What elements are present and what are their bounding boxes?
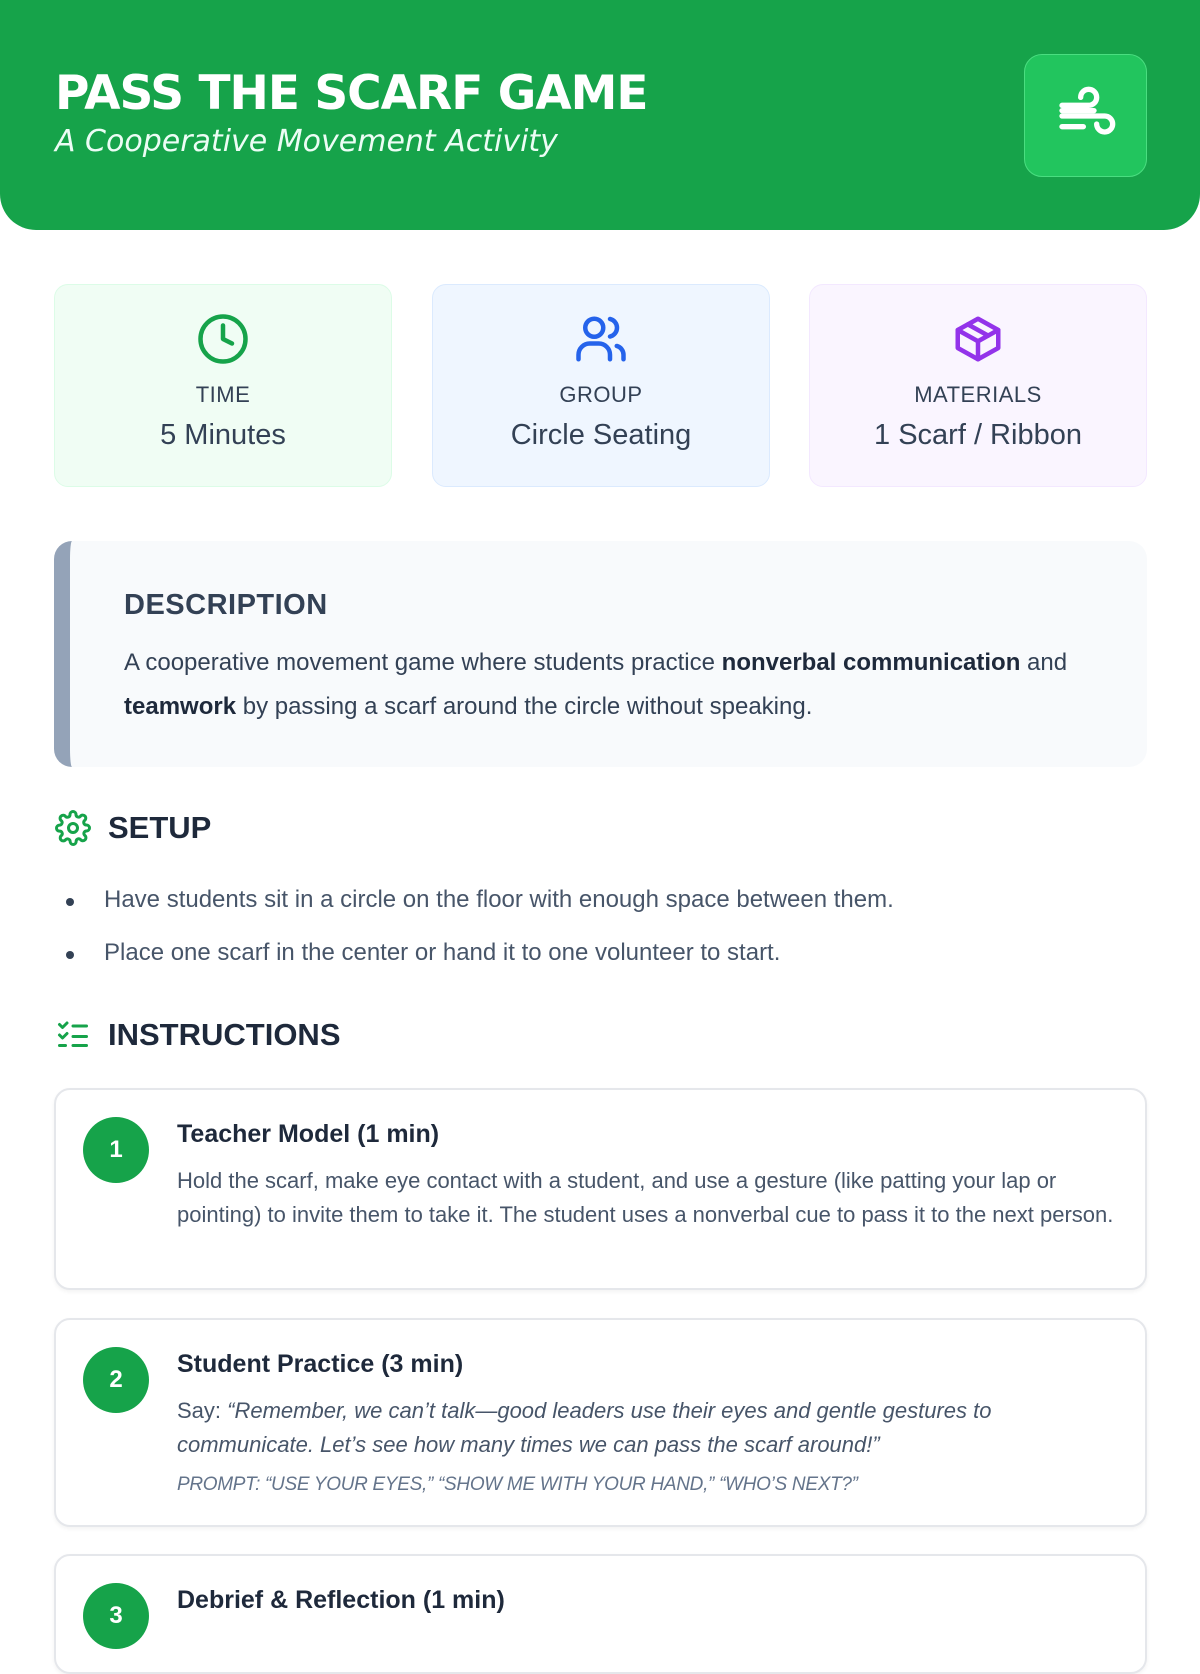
description-title: DESCRIPTION <box>124 589 328 621</box>
instructions-title: INSTRUCTIONS <box>108 1017 341 1052</box>
gear-icon <box>55 810 91 846</box>
step-body: Hold the scarf, make eye contact with a student, and use a gesture (like patting your lap or pointing) to invite them to take it. The student uses a nonverbal cue to pass it to the next person. <box>177 1168 1114 1227</box>
step-body <box>177 1394 1117 1462</box>
clock-icon <box>196 312 250 366</box>
step-card <box>54 1088 1147 1290</box>
setup-heading <box>54 809 211 847</box>
description-panel <box>54 541 1147 767</box>
wind-icon <box>1054 84 1118 148</box>
setup-list <box>64 882 1144 988</box>
time-label: TIME <box>195 382 251 407</box>
time-card <box>54 284 392 487</box>
package-icon <box>951 312 1005 366</box>
step-card <box>54 1318 1147 1527</box>
list-item: Place one scarf in the center or hand it to one volunteer to start. <box>64 935 1144 988</box>
step-title: Debrief & Reflection (1 min) <box>177 1586 505 1614</box>
page-subtitle: A Cooperative Movement Activity <box>55 124 558 159</box>
list-item: Have students sit in a circle on the floor with enough space between them. <box>64 882 1144 935</box>
step-number: 1 <box>83 1117 149 1183</box>
step-title: Student Practice (3 min) <box>177 1350 464 1378</box>
materials-value: 1 Scarf / Ribbon <box>874 419 1082 451</box>
say-label: Say: <box>177 1398 228 1423</box>
description-text: A cooperative movement game where students practice nonverbal communication and teamwork by passing a scarf around the circle without speaking. <box>124 649 1068 720</box>
setup-title: SETUP <box>108 810 212 845</box>
materials-card <box>809 284 1147 487</box>
group-card <box>432 284 770 487</box>
checklist-icon <box>55 1017 91 1053</box>
users-icon <box>574 312 628 366</box>
step-quote: “Remember, we can’t talk—good leaders use their eyes and gentle gestures to communicate. Let’s see how many times we can pass the scarf around!” <box>177 1398 992 1457</box>
header-banner <box>0 0 1200 230</box>
group-value: Circle Seating <box>510 419 692 451</box>
step-card <box>54 1554 1147 1674</box>
instructions-heading <box>54 1016 341 1054</box>
step-title: Teacher Model (1 min) <box>177 1120 440 1148</box>
header-icon-box <box>1024 54 1147 177</box>
group-label: GROUP <box>559 382 643 407</box>
materials-label: MATERIALS <box>914 382 1042 407</box>
step-number: 3 <box>83 1583 149 1649</box>
page-title: PASS THE SCARF GAME <box>55 66 648 121</box>
time-value: 5 Minutes <box>160 419 286 451</box>
step-prompt: PROMPT: “USE YOUR EYES,” “SHOW ME WITH YOUR HAND,” “WHO’S NEXT?” <box>177 1474 858 1495</box>
step-number: 2 <box>83 1347 149 1413</box>
